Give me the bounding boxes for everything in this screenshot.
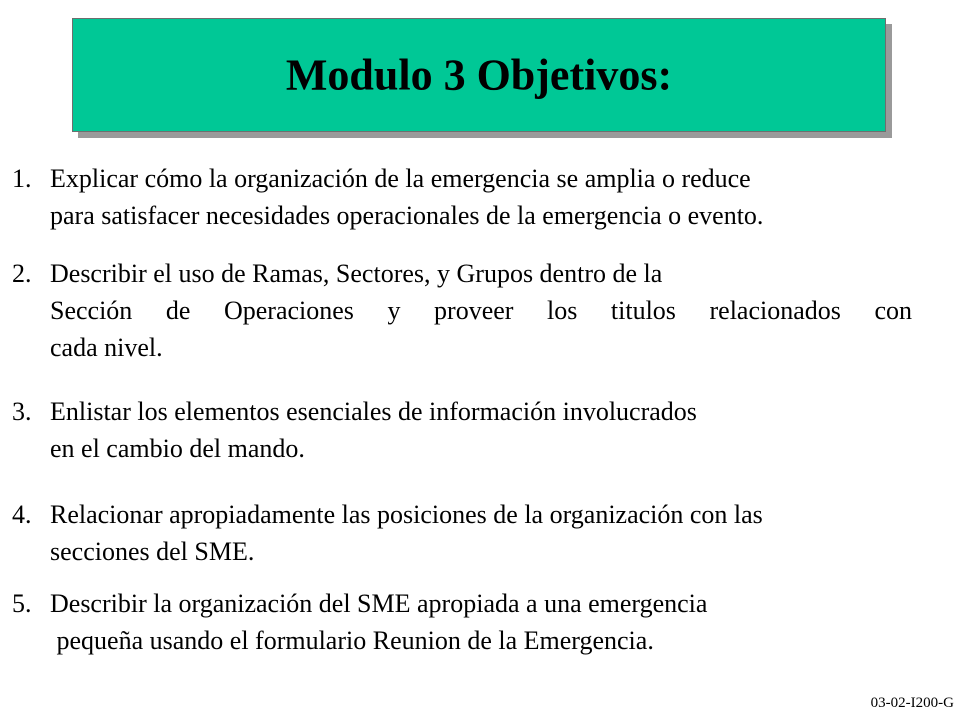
- objective-line: Describir la organización del SME apropiada a una emergencia: [50, 589, 708, 618]
- objective-line: Relacionar apropiadamente las posiciones de la organización con las: [50, 500, 763, 529]
- objective-line: Describir el uso de Ramas, Sectores, y Grupos dentro de la: [50, 259, 663, 288]
- slide-title: Modulo 3 Objetivos:: [285, 50, 673, 100]
- objective-line: Enlistar los elementos esenciales de información involucrados: [50, 397, 697, 426]
- objective-line: para satisfacer necesidades operacionales de la emergencia o evento.: [50, 201, 764, 230]
- objective-line: secciones del SME.: [50, 537, 255, 566]
- objective-number: 1.: [12, 164, 32, 193]
- objective-number: 3.: [12, 397, 32, 426]
- objective-4: [12, 496, 932, 570]
- objective-1: [12, 160, 912, 234]
- title-box: [72, 18, 886, 132]
- objective-line: Sección de Operaciones y proveer los titulos relacionados con: [50, 296, 912, 325]
- slide-code: 03-02-I200-G: [870, 695, 954, 711]
- objective-number: 4.: [12, 500, 32, 529]
- objective-line: cada nivel.: [50, 333, 163, 362]
- objective-line: Explicar cómo la organización de la emergencia se amplia o reduce: [50, 164, 751, 193]
- objective-2: [12, 255, 912, 366]
- objective-5: [12, 585, 912, 659]
- objective-line: pequeña usando el formulario Reunion de la Emergencia.: [50, 626, 654, 655]
- objective-3: [12, 393, 912, 467]
- objective-line: en el cambio del mando.: [50, 434, 305, 463]
- objective-number: 5.: [12, 589, 32, 618]
- objective-number: 2.: [12, 259, 32, 288]
